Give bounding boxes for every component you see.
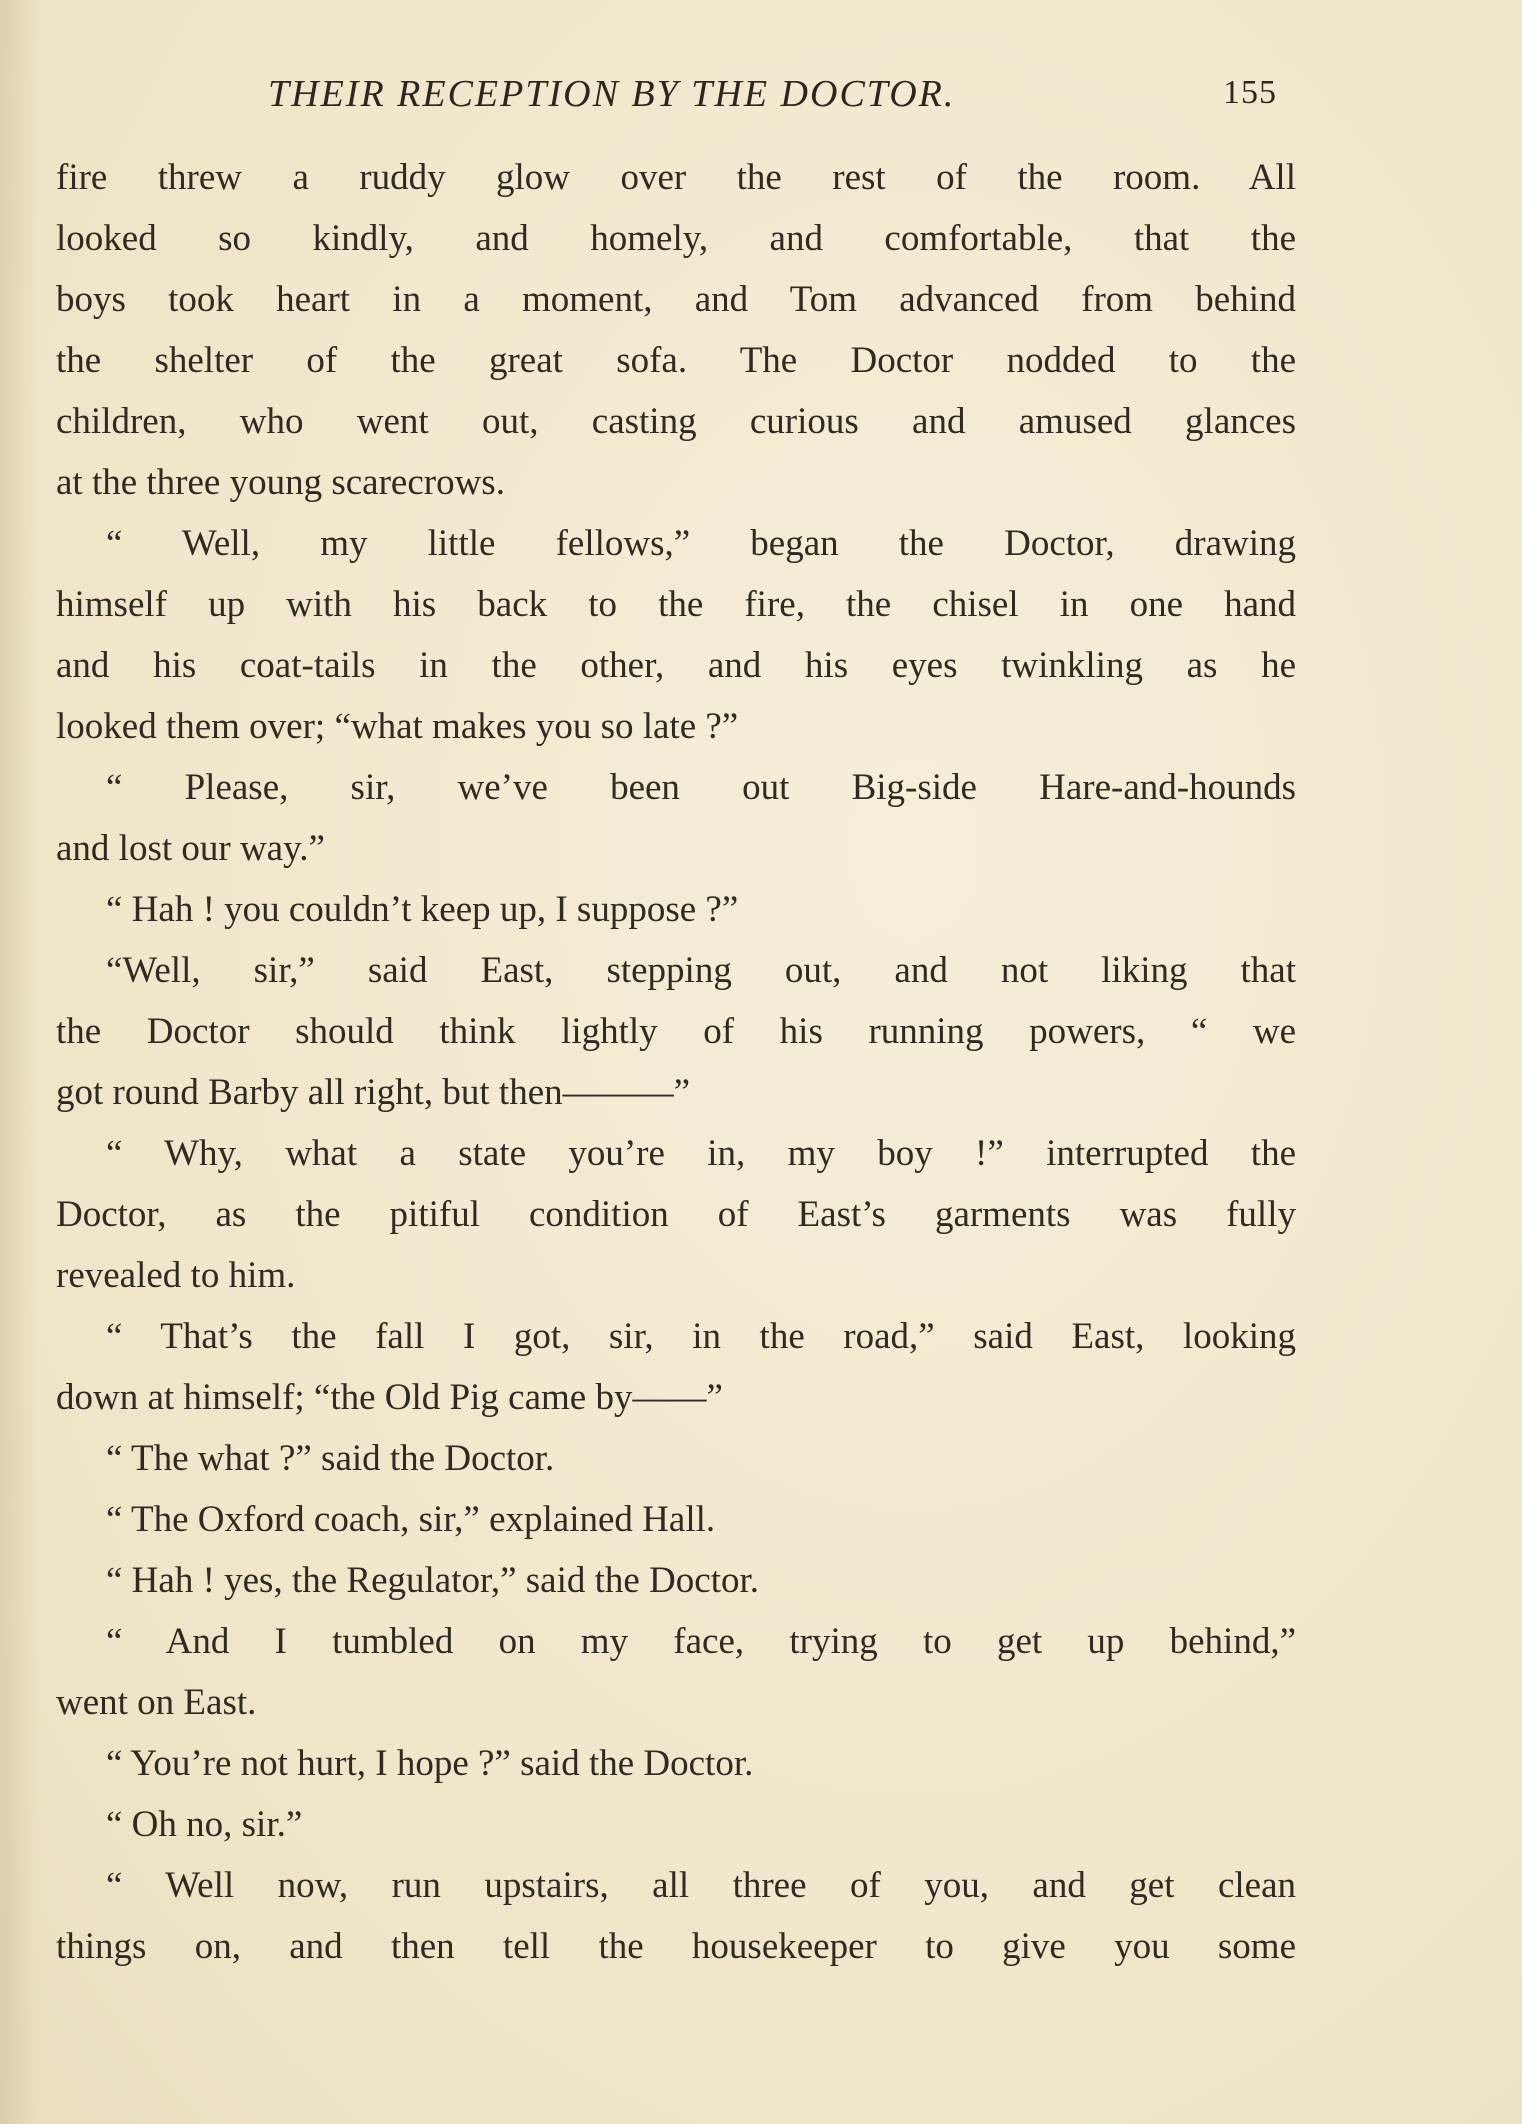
text-line: Doctor, as the pitiful condition of East’s garments was fully	[56, 1194, 1296, 1235]
text-line: “ You’re not hurt, I hope ?” said the Doctor.	[106, 1743, 754, 1784]
running-head	[268, 72, 1277, 122]
text-line: at the three young scarecrows.	[56, 462, 505, 503]
text-line: and his coat-tails in the other, and his eyes twinkling as he	[56, 645, 1296, 686]
text-line: “ And I tumbled on my face, trying to get up behind,”	[106, 1621, 1296, 1662]
text-line: “ Please, sir, we’ve been out Big-side Hare-and-hounds	[106, 767, 1296, 808]
text-line: and lost our way.”	[56, 828, 325, 869]
text-line: boys took heart in a moment, and Tom advanced from behind	[56, 279, 1296, 320]
text-line: the shelter of the great sofa. The Doctor nodded to the	[56, 340, 1296, 381]
text-line: “ Well now, run upstairs, all three of you, and get clean	[106, 1865, 1296, 1906]
text-line: looked so kindly, and homely, and comfortable, that the	[56, 218, 1296, 259]
running-title: THEIR RECEPTION BY THE DOCTOR.	[268, 73, 956, 115]
text-line: things on, and then tell the housekeeper to give you some	[56, 1926, 1296, 1967]
body-text	[56, 147, 1296, 1977]
text-line: “ Why, what a state you’re in, my boy !” interrupted the	[106, 1133, 1296, 1174]
text-line: “ Well, my little fellows,” began the Doctor, drawing	[106, 523, 1296, 564]
text-line: went on East.	[56, 1682, 257, 1723]
text-line: the Doctor should think lightly of his running powers, “ we	[56, 1011, 1296, 1052]
text-line: “ Hah ! you couldn’t keep up, I suppose ?”	[106, 889, 739, 930]
text-line: “ The what ?” said the Doctor.	[106, 1438, 555, 1479]
text-line: “ The Oxford coach, sir,” explained Hall.	[106, 1499, 716, 1540]
text-line: revealed to him.	[56, 1255, 296, 1296]
text-line: “ Oh no, sir.”	[106, 1804, 303, 1845]
text-line: “ Hah ! yes, the Regulator,” said the Doctor.	[106, 1560, 760, 1601]
page-number: 155	[1223, 74, 1277, 111]
text-line: down at himself; “the Old Pig came by——”	[56, 1377, 723, 1418]
text-line: children, who went out, casting curious and amused glances	[56, 401, 1296, 442]
text-line: “Well, sir,” said East, stepping out, and not liking that	[106, 950, 1296, 991]
text-line: himself up with his back to the fire, the chisel in one hand	[56, 584, 1296, 625]
text-line: fire threw a ruddy glow over the rest of the room. All	[56, 157, 1296, 198]
text-line: got round Barby all right, but then———”	[56, 1072, 691, 1113]
text-line: “ That’s the fall I got, sir, in the road,” said East, looking	[106, 1316, 1296, 1357]
text-line: looked them over; “what makes you so late ?”	[56, 706, 739, 747]
